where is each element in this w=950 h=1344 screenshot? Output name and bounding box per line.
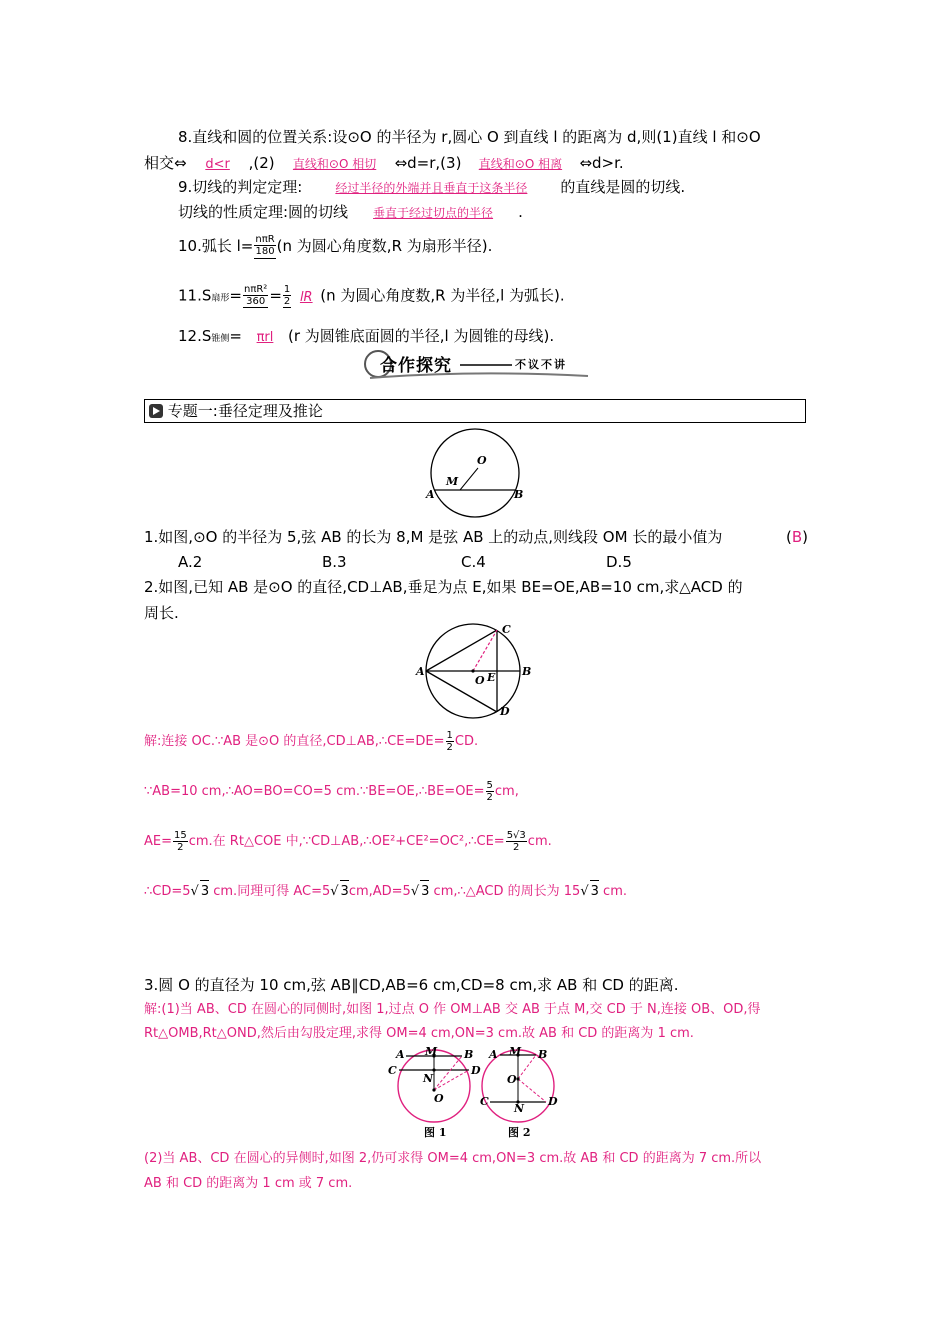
item-8-text-a: 相交⇔ — [144, 154, 187, 172]
item-11-eq2: = — [269, 286, 282, 305]
answer-blank-tangent-property: 垂直于经过切点的半径 — [373, 206, 494, 220]
question-3: 3.圆 O 的直径为 10 cm,弦 AB∥CD,AB=6 cm,CD=8 cm,求 AB 和 CD 的距离. — [144, 976, 679, 994]
q1-option-b: B.3 — [322, 553, 347, 571]
fraction-numerator: 15 — [174, 830, 187, 841]
item-11-eq: = — [229, 286, 242, 305]
fraction-numerator: 5 — [486, 780, 493, 791]
fig3b-label-D: D — [548, 1095, 558, 1108]
sol2-fraction-fifteen-halves — [173, 830, 188, 853]
fig1-label-O: O — [477, 454, 487, 467]
sol2-text-1b: CD. — [454, 734, 479, 749]
question-2-line-2: 周长. — [144, 604, 179, 622]
fraction-denominator: 180 — [255, 246, 275, 257]
item-8-line-2 — [144, 152, 624, 176]
q1-option-d: D.5 — [606, 553, 632, 571]
fraction-denominator: 2 — [513, 842, 520, 853]
question-2-line-1: 2.如图,已知 AB 是⊙O 的直径,CD⊥AB,垂足为点 E,如果 BE=OE,AB=10 cm,求△ACD 的 — [144, 578, 743, 596]
solution-3-line-3: (2)当 AB、CD 在圆心的异侧时,如图 2,仍可求得 OM=4 cm,ON=3 cm.故 AB 和 CD 的距离为 7 cm.所以 — [144, 1151, 762, 1166]
fig2-label-B: B — [522, 665, 532, 678]
radicand: 3 — [340, 880, 349, 903]
item-9-text-a: 9.切线的判定定理: — [178, 178, 303, 196]
fig3b-label-B: B — [538, 1048, 548, 1061]
item-9-line-2 — [178, 201, 523, 224]
item-11-text-a: 11.S — [178, 286, 212, 305]
sqrt-symbol: √ 3 — [580, 884, 599, 899]
fig3b-label-N: N — [514, 1102, 525, 1115]
fig1-label-B: B — [514, 488, 524, 501]
item-10-text-b: (n 为圆心角度数,R 为扇形半径). — [276, 237, 493, 255]
item-12-subscript: 锥侧 — [211, 334, 230, 344]
topic-box — [144, 399, 806, 423]
fig3a-label-B: B — [464, 1048, 474, 1061]
fig2-label-D: D — [500, 705, 510, 718]
paren-right: ) — [802, 528, 809, 546]
item-9-text-c: 切线的性质定理:圆的切线 — [178, 203, 349, 221]
item-11-text-b: (n 为圆心角度数,R 为半径,l 为弧长). — [320, 286, 565, 305]
sqrt-symbol: √ 3 — [330, 884, 349, 899]
figure-3-two-circles — [388, 1046, 568, 1140]
fraction-numerator: 5√3 — [506, 830, 526, 841]
item-12-text-a: 12.S — [178, 327, 212, 345]
q1-option-c: C.4 — [461, 553, 486, 571]
fig2-label-E: E — [487, 671, 496, 684]
fig2-label-O: O — [475, 674, 485, 687]
fig2-label-C: C — [502, 623, 511, 636]
fig3a-label-C: C — [388, 1064, 397, 1077]
fig3a-label-A: A — [396, 1048, 405, 1061]
answer-blank-pi-r-l: πrl — [256, 330, 274, 345]
fraction-denominator: 2 — [486, 792, 493, 803]
arc-length-fraction — [254, 234, 275, 259]
paren-left: ( — [786, 528, 792, 546]
item-11 — [178, 284, 565, 310]
fig2-label-A: A — [416, 665, 425, 678]
sqrt-symbol: √ 3 — [411, 884, 430, 899]
item-12-text-b: (r 为圆锥底面圆的半径,l 为圆锥的母线). — [287, 327, 555, 345]
fraction-numerator: nπR — [255, 234, 275, 245]
item-10 — [178, 234, 492, 259]
fig3b-label-A: A — [489, 1048, 498, 1061]
solution-2-line-3 — [144, 830, 552, 858]
item-9-text-d: . — [518, 203, 523, 221]
fraction-denominator: 360 — [246, 296, 266, 307]
sol2-text-2a: ∵AB=10 cm,∴AO=BO=CO=5 cm.∵BE=OE,∴BE=OE= — [144, 784, 485, 799]
fig3a-label-D: D — [471, 1064, 481, 1077]
item-10-text-a: 10.弧长 l= — [178, 237, 254, 255]
fraction-denominator: 2 — [446, 742, 453, 753]
radicand: 3 — [420, 880, 429, 903]
fig1-label-M: M — [446, 475, 459, 488]
fraction-denominator: 2 — [177, 842, 184, 853]
answer-blank-lR: lR — [299, 289, 313, 305]
sol2-text-4c: cm,AD=5 — [348, 884, 411, 899]
answer-letter: B — [791, 528, 803, 546]
fig3a-label-N: N — [423, 1072, 434, 1085]
sol2-text-3c: cm. — [527, 834, 552, 849]
sol2-text-3b: cm.在 Rt△COE 中,∵CD⊥AB,∴OE²+CE²=OC²,∴CE= — [188, 834, 505, 849]
banner-subtitle: 不议不讲 — [515, 358, 567, 371]
solution-3-line-1: 解:(1)当 AB、CD 在圆心的同侧时,如图 1,过点 O 作 OM⊥AB 交 AB 于点 M,交 CD 于 N,连接 OB、OD,得 — [144, 1002, 761, 1017]
solution-3-line-2: Rt△OMB,Rt△OND,然后由勾股定理,求得 OM=4 cm,ON=3 cm.故 AB 和 CD 的距离为 1 cm. — [144, 1026, 694, 1041]
fraction-numerator: 1 — [446, 730, 453, 741]
sol2-fraction-five-halves — [486, 780, 494, 803]
fig3a-label-O: O — [434, 1092, 444, 1105]
radicand: 3 — [200, 880, 209, 903]
item-8-text-d: ⇔d>r. — [579, 154, 624, 172]
figure-1-circle-chord — [420, 428, 530, 520]
item-8-text-c: ⇔d=r,(3) — [394, 154, 462, 172]
solution-2-line-1 — [144, 730, 478, 758]
sol2-text-1a: 解:连接 OC.∵AB 是⊙O 的直径,CD⊥AB,∴CE=DE= — [144, 734, 445, 749]
item-12-eq: = — [229, 327, 242, 345]
q1-option-a: A.2 — [178, 553, 203, 571]
question-1-answer — [786, 526, 808, 548]
item-9-text-b: 的直线是圆的切线. — [560, 178, 686, 196]
sqrt-symbol: √ 3 — [191, 884, 210, 899]
fraction-denominator: 2 — [283, 296, 291, 307]
sol2-text-4a: ∴CD=5 — [144, 884, 191, 899]
fraction-numerator: nπR² — [243, 284, 268, 295]
sol2-text-4d: cm,∴△ACD 的周长为 15 — [433, 884, 581, 899]
sol2-text-4e: cm. — [603, 884, 627, 899]
fig3-caption-2: 图 2 — [508, 1126, 531, 1139]
topic-title: 专题一:垂径定理及推论 — [167, 402, 323, 420]
fig3-caption-1: 图 1 — [424, 1126, 447, 1139]
play-arrow-icon — [149, 404, 163, 418]
fig3b-label-O: O — [507, 1073, 517, 1086]
fraction-numerator: 1 — [283, 284, 291, 295]
half-fraction — [283, 284, 291, 308]
fig3b-label-M: M — [509, 1046, 522, 1058]
figure-2-circle-diameter — [414, 620, 536, 720]
banner-title: 合作探究 — [380, 356, 452, 376]
answer-blank-tangent: 直线和⊙O 相切 — [292, 157, 377, 171]
section-banner — [362, 348, 590, 380]
sol2-text-3a: AE= — [144, 834, 172, 849]
sol2-fraction-ce — [506, 830, 527, 853]
item-12 — [178, 325, 554, 350]
sol2-text-4b: cm.同理可得 AC=5 — [213, 884, 331, 899]
item-8-text-b: ,(2) — [248, 154, 275, 172]
item-11-subscript: 扇形 — [211, 293, 230, 304]
fig1-label-A: A — [426, 488, 435, 501]
solution-2-line-2 — [144, 780, 519, 808]
radicand: 3 — [590, 880, 599, 903]
answer-blank-tangent-criterion: 经过半径的外端并且垂直于这条半径 — [335, 181, 528, 195]
solution-2-line-4 — [144, 880, 627, 908]
solution-3-line-4: AB 和 CD 的距离为 1 cm 或 7 cm. — [144, 1176, 353, 1191]
sector-area-fraction — [243, 284, 268, 308]
item-8-line-1: 8.直线和圆的位置关系:设⊙O 的半径为 r,圆心 O 到直线 l 的距离为 d,则(1)直线 l 和⊙O — [178, 128, 761, 146]
fig3b-label-C: C — [480, 1095, 489, 1108]
item-9-line-1 — [178, 176, 685, 199]
sol2-text-2b: cm, — [494, 784, 519, 799]
fig3a-label-M: M — [425, 1046, 438, 1058]
answer-blank-separate: 直线和⊙O 相离 — [478, 157, 563, 171]
question-1: 1.如图,⊙O 的半径为 5,弦 AB 的长为 8,M 是弦 AB 上的动点,则线段 OM 长的最小值为 — [144, 528, 723, 546]
answer-blank-d-lt-r: d<r — [205, 157, 230, 172]
sol2-fraction-half — [446, 730, 454, 753]
